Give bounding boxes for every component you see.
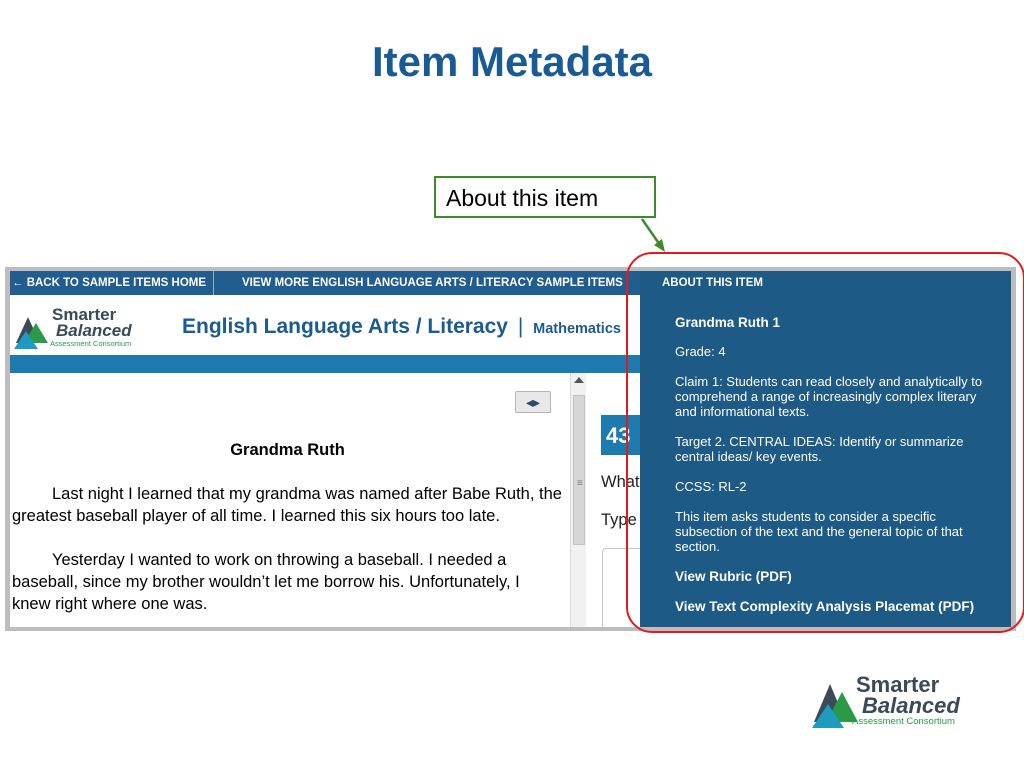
logo-text-line3: Assessment Consortium — [50, 339, 132, 348]
about-item-tab[interactable]: ABOUT THIS ITEM — [662, 277, 763, 289]
expand-arrows-icon: ◂▸ — [525, 394, 541, 410]
item-ccss: CCSS: RL-2 — [675, 479, 747, 494]
about-item-panel — [640, 271, 1011, 627]
item-claim: Claim 1: Students can read closely and analytically to comprehend a range of increasingly complex literary and informational texts. — [675, 374, 983, 419]
back-to-home-link[interactable]: ← BACK TO SAMPLE ITEMS HOME — [12, 277, 207, 289]
about-callout — [434, 176, 656, 218]
footer-smarter-balanced-logo — [812, 672, 982, 728]
item-grade: Grade: 4 — [675, 344, 726, 359]
logo-text-line1: Smarter — [52, 305, 117, 324]
item-target: Target 2. CENTRAL IDEAS: Identify or summarize central ideas/ key events. — [675, 434, 964, 464]
subject-math-link[interactable]: Mathematics — [533, 321, 621, 337]
question-panel — [586, 373, 646, 627]
more-samples-link[interactable]: VIEW MORE ENGLISH LANGUAGE ARTS / LITERACY SAMPLE ITEMS — [242, 277, 623, 289]
footer-logo-line1: Smarter — [856, 672, 940, 697]
callout-arrow-icon — [636, 215, 670, 255]
subject-title — [182, 315, 621, 339]
passage-body — [12, 483, 562, 627]
footer-logo-line3: Assessment Consortium — [852, 716, 955, 727]
nav-divider — [213, 271, 214, 295]
passage-paragraph: Last night I learned that my grandma was named after Babe Ruth, the greatest baseball player of all time. I learned this six hours too late. — [12, 485, 562, 525]
subject-ela-link[interactable]: English Language Arts / Literacy — [182, 315, 508, 338]
scroll-thumb[interactable] — [573, 395, 585, 545]
scroll-up-icon[interactable] — [574, 377, 584, 383]
view-rubric-link[interactable]: View Rubric (PDF) — [675, 569, 792, 584]
question-instruction: Type — [601, 511, 637, 529]
smarter-balanced-logo[interactable] — [14, 303, 164, 349]
passage-title: Grandma Ruth — [230, 441, 345, 459]
subject-separator: | — [517, 315, 524, 338]
app-screenshot — [5, 267, 1016, 631]
item-name: Grandma Ruth 1 — [675, 315, 781, 330]
passage-scrollbar[interactable] — [570, 373, 586, 627]
question-prompt: What — [601, 473, 640, 491]
about-callout-label: About this item — [446, 185, 599, 211]
passage-panel — [10, 373, 570, 627]
footer-logo-line2: Balanced — [862, 693, 960, 718]
question-number: 43 — [601, 415, 645, 455]
logo-text-line2: Balanced — [56, 321, 132, 340]
grip-icon: ≡ — [577, 478, 583, 489]
slide-title: Item Metadata — [371, 38, 653, 85]
item-description: This item asks students to consider a specific subsection of the text and the general topic of that section. — [675, 509, 963, 554]
about-item-details — [675, 315, 1000, 627]
passage-paragraph: Yesterday I wanted to work on throwing a baseball. I needed a baseball, since my brother wouldn’t let me borrow his. Unfortunately, I knew right where one was. — [12, 551, 520, 613]
expand-passage-button[interactable] — [515, 391, 551, 413]
view-placemat-link[interactable]: View Text Complexity Analysis Placemat (PDF) — [675, 599, 975, 614]
